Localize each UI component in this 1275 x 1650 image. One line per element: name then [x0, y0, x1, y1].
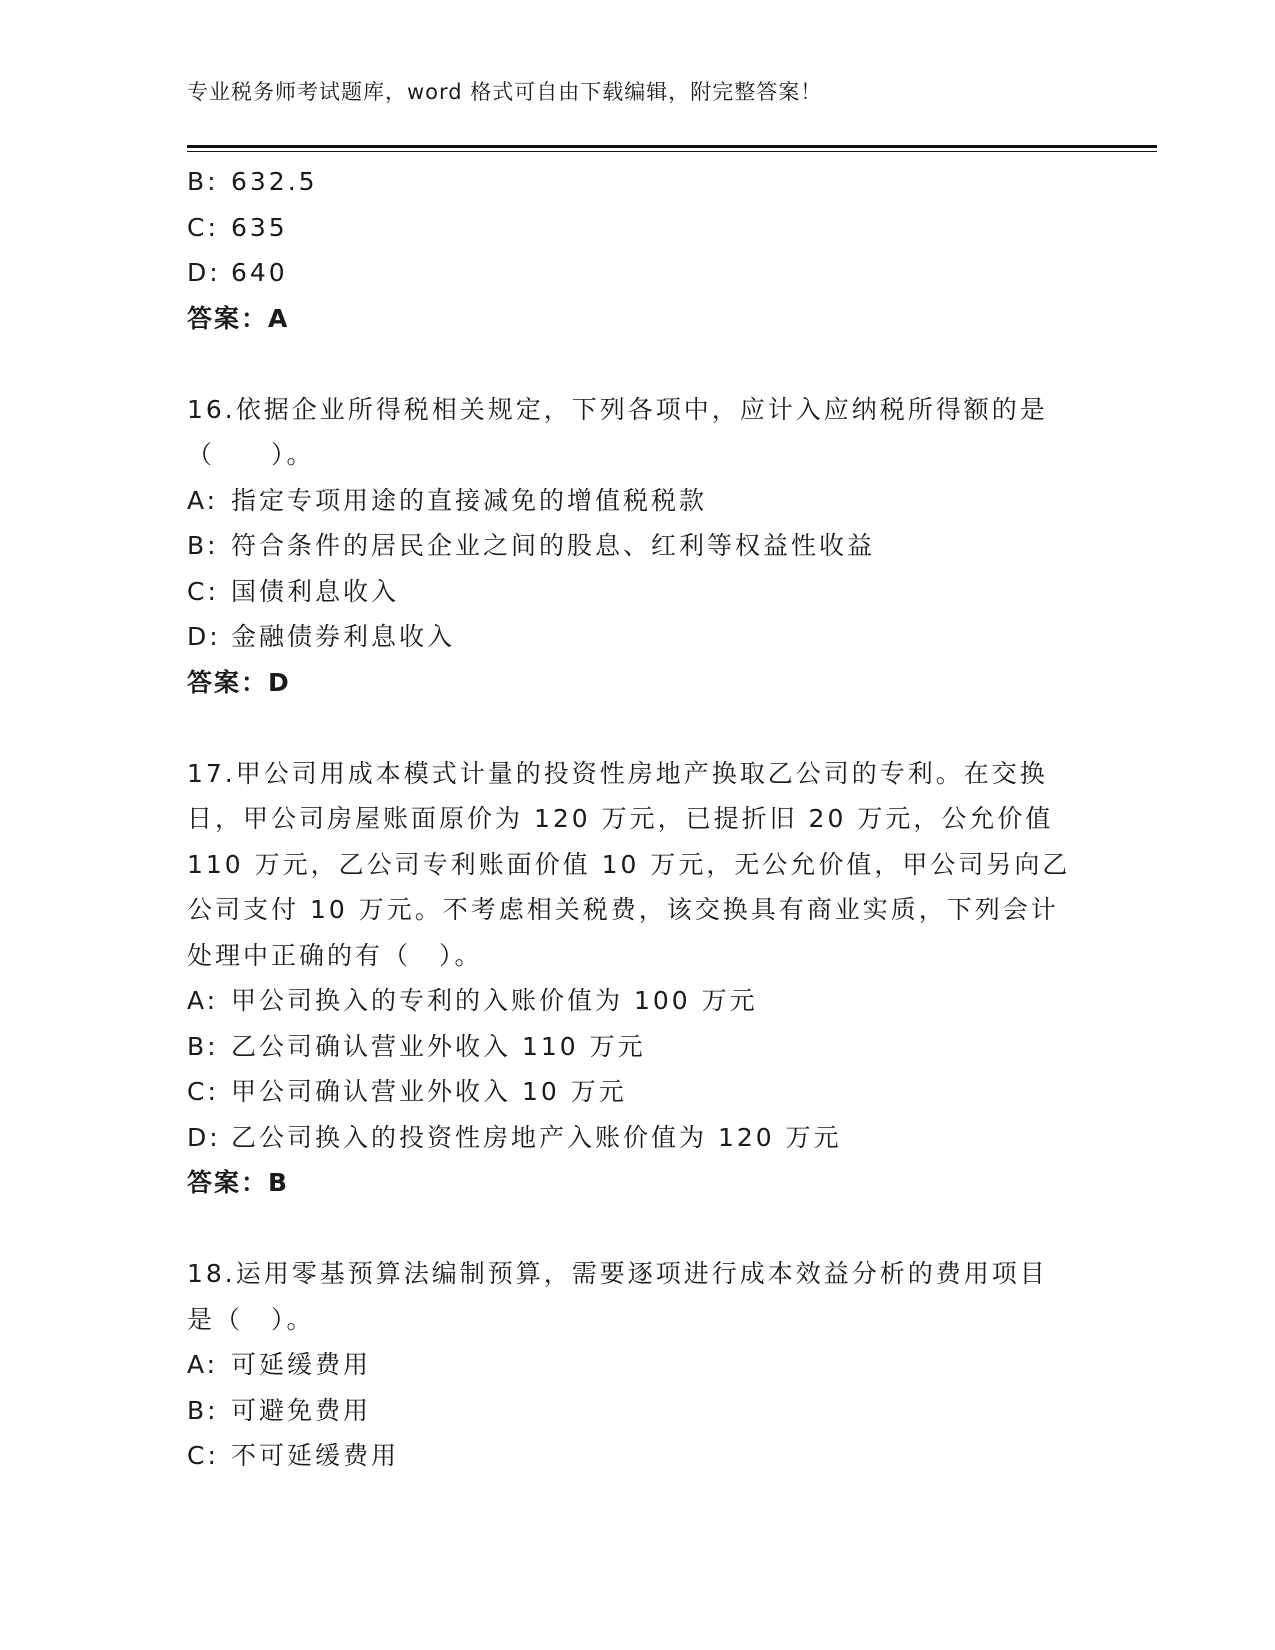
- option-line: [187, 569, 1087, 615]
- option-text: 乙公司换入的投资性房地产入账价值为 120 万元: [231, 1122, 842, 1152]
- answer-line: 答案：D: [187, 667, 291, 697]
- option-label: B:: [187, 167, 219, 196]
- option-text: 632.5: [231, 167, 318, 196]
- option-text: 不可延缓费用: [231, 1441, 400, 1470]
- question-stem-line: 公司支付 10 万元。不考虑相关税费，该交换具有商业实质，下列会计: [187, 895, 1059, 924]
- header-rule-thick: [187, 145, 1157, 148]
- option-text: 甲公司换入的专利的入账价值为 100 万元: [231, 986, 758, 1015]
- option-line: [187, 523, 1087, 569]
- option-text: 甲公司确认营业外收入 10 万元: [231, 1077, 627, 1106]
- question-stem-line: （ ）。: [187, 440, 315, 469]
- answer-line: 答案：A: [187, 303, 290, 333]
- question-stem-line: 17.甲公司用成本模式计量的投资性房地产换取乙公司的专利。在交换: [187, 758, 1048, 788]
- question-stem-line: 110 万元，乙公司专利账面价值 10 万元，无公允价值，甲公司另向乙: [187, 849, 1071, 879]
- option-label: A:: [187, 986, 219, 1015]
- option-text: 635: [231, 212, 288, 242]
- answer-line: 答案：B: [187, 1168, 290, 1197]
- option-text: 乙公司确认营业外收入 110 万元: [231, 1031, 646, 1061]
- option-line: [187, 1342, 1087, 1388]
- option-line: [187, 1069, 1087, 1115]
- option-label: D:: [187, 258, 221, 287]
- option-line: [187, 1024, 1087, 1070]
- question-stem-line: 18.运用零基预算法编制预算，需要逐项进行成本效益分析的费用项目: [187, 1259, 1048, 1288]
- option-label: B:: [187, 1395, 219, 1425]
- option-label: D:: [187, 1122, 221, 1152]
- option-text: 指定专项用途的直接减免的增值税税款: [231, 485, 708, 515]
- option-line: [187, 159, 1087, 205]
- option-label: C:: [187, 1441, 219, 1470]
- spacer: [187, 705, 1087, 751]
- option-line: [187, 978, 1087, 1024]
- option-line: [187, 614, 1087, 660]
- option-line: [187, 1115, 1087, 1161]
- option-label: D:: [187, 622, 221, 651]
- option-text: 640: [231, 258, 288, 287]
- question-stem-line: 是（ ）。: [187, 1304, 315, 1334]
- header-rule-thin: [187, 151, 1157, 152]
- option-label: C:: [187, 1077, 219, 1106]
- question-stem-line: 日，甲公司房屋账面原价为 120 万元，已提折旧 20 万元，公允价值: [187, 804, 1054, 833]
- option-line: [187, 1388, 1087, 1434]
- option-label: A:: [187, 1350, 219, 1379]
- question-stem-line: 16.依据企业所得税相关规定，下列各项中，应计入应纳税所得额的是: [187, 394, 1048, 424]
- option-text: 符合条件的居民企业之间的股息、红利等权益性收益: [231, 531, 876, 560]
- option-text: 国债利息收入: [231, 576, 400, 606]
- question-stem-line: 处理中正确的有（ ）。: [187, 940, 483, 970]
- option-text: 金融债券利息收入: [231, 622, 456, 651]
- option-line: [187, 250, 1087, 296]
- option-line: [187, 205, 1087, 251]
- page-header-title: 专业税务师考试题库，word 格式可自由下载编辑，附完整答案！: [187, 80, 823, 104]
- option-line: [187, 1433, 1087, 1479]
- spacer: [187, 1206, 1087, 1252]
- option-label: B:: [187, 531, 219, 560]
- option-text: 可避免费用: [231, 1395, 372, 1425]
- spacer: [187, 341, 1087, 387]
- option-label: B:: [187, 1031, 219, 1061]
- option-line: [187, 478, 1087, 524]
- option-label: C:: [187, 576, 219, 606]
- question-content: [187, 159, 1087, 1479]
- option-label: A:: [187, 485, 219, 515]
- option-text: 可延缓费用: [231, 1350, 372, 1379]
- option-label: C:: [187, 212, 219, 242]
